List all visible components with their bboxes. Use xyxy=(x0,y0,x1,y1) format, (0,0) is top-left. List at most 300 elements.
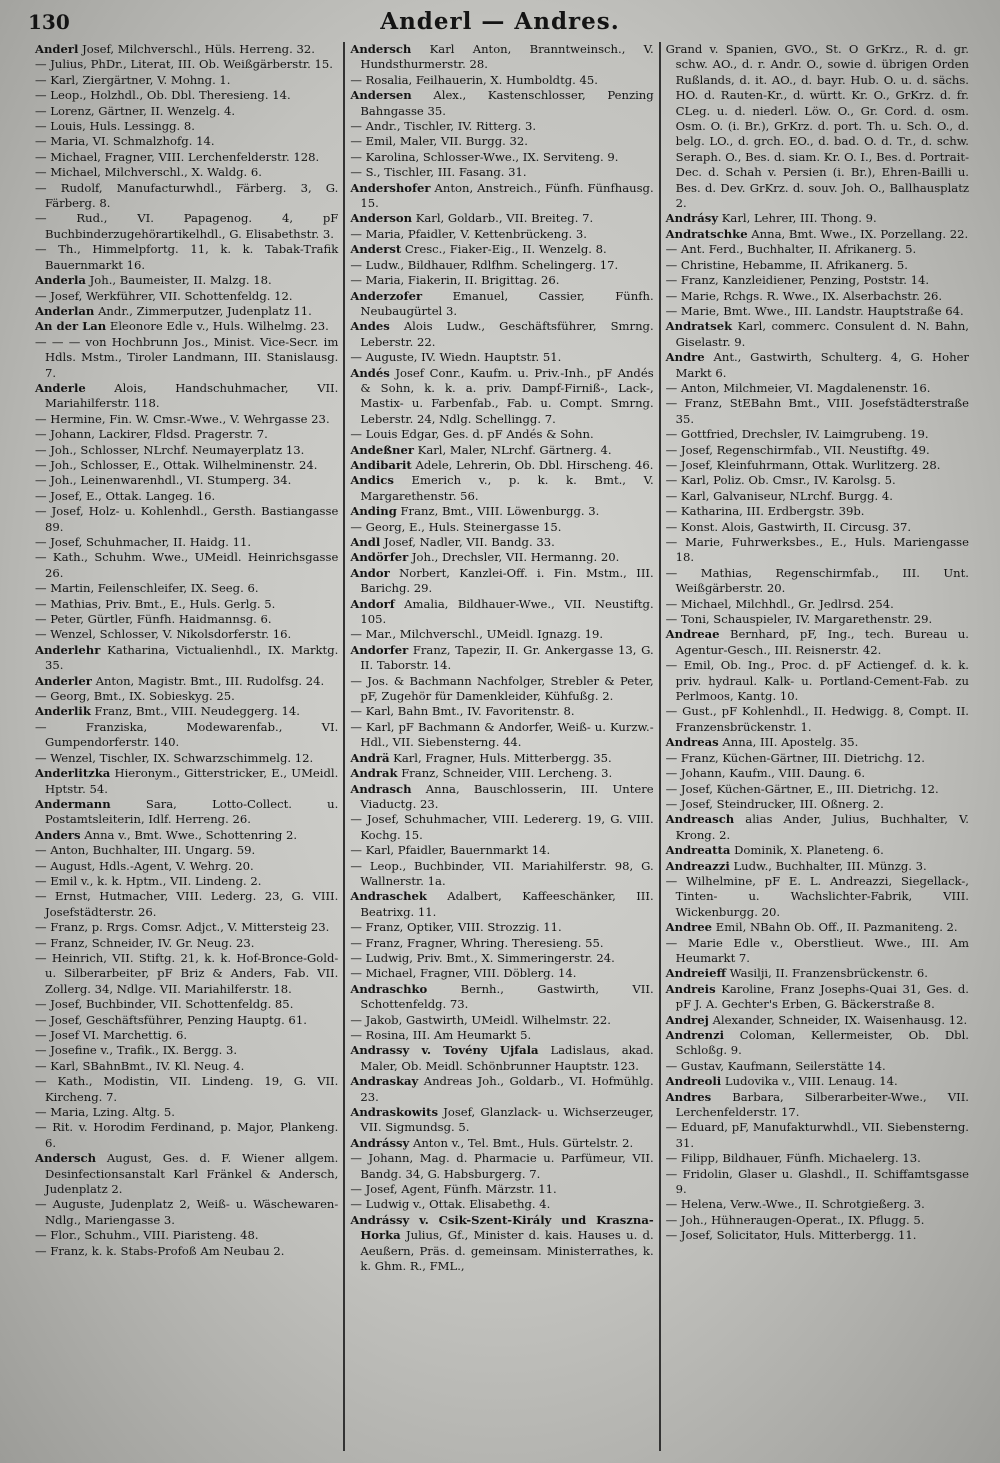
directory-entry xyxy=(666,458,969,473)
directory-entry xyxy=(666,427,969,442)
entry-text: — Konst. Alois, Gastwirth, II. Circusg. 37. xyxy=(665,519,912,534)
entry-text: Karl, Lehrer, III. Thong. 9. xyxy=(721,211,877,226)
entry-surname: Andersen xyxy=(350,88,412,103)
directory-entry xyxy=(666,443,969,458)
entry-text: — Ludwig, Priv. Bmt., X. Simmeringerstr. 24. xyxy=(350,950,615,965)
entry-text: Franz, Schneider, VIII. Lercheng. 3. xyxy=(401,766,613,781)
entry-text: Adele, Lehrerin, Ob. Dbl. Hirscheng. 46. xyxy=(415,457,654,472)
entry-text: Josef Conr., Kaufm. u. Priv.-Inh., pF Andés & Sohn, k. k. a. priv. Dampf-Firniß-, Lack-, Mastix- u. Farbenfab., Fab. u. Compt. Smrng. Leberstr. 24, Ndlg. Schellingg. 7. xyxy=(360,365,654,426)
entry-text: Emanuel, Cassier, Fünfh. Neubaugürtel 3. xyxy=(360,288,654,318)
entry-surname: Andrä xyxy=(350,750,390,765)
directory-entry xyxy=(35,381,338,412)
entry-text: — Franz, Kanzleidiener, Penzing, Poststr. 14. xyxy=(665,273,930,288)
directory-entry xyxy=(350,674,653,705)
directory-entry xyxy=(35,581,338,596)
entry-text: Barbara, Silberarbeiter-Wwe., VII. Lerchenfelderstr. 17. xyxy=(675,1089,969,1120)
entry-surname: Andibarit xyxy=(350,457,412,472)
directory-entry xyxy=(35,1043,338,1058)
entry-text: Andr., Zimmerputzer, Judenplatz 11. xyxy=(98,303,312,318)
entry-surname: Andratschke xyxy=(665,226,748,241)
directory-entry xyxy=(350,1074,653,1105)
directory-entry xyxy=(666,843,969,858)
entry-text: Katharina, Victualienhdl., IX. Marktg. 35. xyxy=(45,642,339,673)
entry-text: alias Ander, Julius, Buchhalter, V. Krong. 2. xyxy=(675,812,969,842)
entry-text: — Emil, Ob. Ing., Proc. d. pF Actiengef. d. k. k. priv. hydraul. Kalk- u. Portland-Cement-Fab. zu Perlmoos, Kantg. 10. xyxy=(665,658,969,704)
entry-text: Josef, Milchverschl., Hüls. Herreng. 32. xyxy=(82,42,315,56)
directory-entry xyxy=(35,134,338,149)
directory-entry xyxy=(666,211,969,226)
entry-text: — Kath., Modistin, VII. Lindeng. 19, G. VII. Kircheng. 7. xyxy=(35,1074,339,1104)
entry-text: Bernhard, pF, Ing., tech. Bureau u. Agentur-Gesch., III. Reisnerstr. 42. xyxy=(675,627,969,657)
entry-text: — Marie, Bmt. Wwe., III. Landstr. Hauptstraße 64. xyxy=(665,303,964,318)
entry-text: — Louis Edgar, Ges. d. pF Andés & Sohn. xyxy=(350,427,594,442)
entry-text: — Karl, Ziergärtner, V. Mohng. 1. xyxy=(35,72,231,87)
entry-text: — Karl, Poliz. Ob. Cmsr., IV. Karolsg. 5. xyxy=(665,473,896,488)
directory-entry xyxy=(666,1213,969,1228)
directory-entry xyxy=(666,812,969,843)
entry-text: — Georg, E., Huls. Steinergasse 15. xyxy=(350,519,562,534)
entry-text: — Auguste, IV. Wiedn. Hauptstr. 51. xyxy=(350,350,562,365)
entry-text: — Josef, Buchbinder, VII. Schottenfeldg. 85. xyxy=(35,997,294,1012)
entry-surname: Andörfer xyxy=(350,550,409,565)
entry-text: — Ludw., Bildhauer, Rdlfhm. Schelingerg. 17. xyxy=(350,257,619,272)
entry-text: — Karolina, Schlosser-Wwe., IX. Serviteng. 9. xyxy=(350,149,619,164)
entry-text: — Michael, Fragner, VIII. Lerchenfelderstr. 128. xyxy=(35,149,320,164)
directory-entry xyxy=(666,1074,969,1089)
entry-surname: Andor xyxy=(350,565,390,580)
entry-text: Norbert, Kanzlei-Off. i. Fin. Mstm., III. Barichg. 29. xyxy=(360,565,654,596)
directory-entry xyxy=(666,1013,969,1028)
entry-text: — Josef, Schuhmacher, II. Haidg. 11. xyxy=(35,535,252,549)
directory-entry xyxy=(350,181,653,212)
directory-entry xyxy=(350,843,653,858)
directory-entry xyxy=(350,473,653,504)
entry-text: Franz, Bmt., VIII. Löwenburgg. 3. xyxy=(400,504,600,519)
directory-entry xyxy=(35,119,338,134)
entry-text: Alex., Kastenschlosser, Penzing Bahngasse 35. xyxy=(360,88,654,118)
entry-text: — Gust., pF Kohlenhdl., II. Hedwigg. 8, Compt. II. Franzensbrückenstr. 1. xyxy=(665,704,969,734)
directory-entry xyxy=(35,612,338,627)
entry-text: Hieronym., Gitterstricker, E., UMeidl. Hptstr. 54. xyxy=(45,766,339,796)
directory-entry xyxy=(350,751,653,766)
entry-surname: Andrej xyxy=(665,1012,709,1027)
directory-entry xyxy=(350,1028,653,1043)
entry-text: — Ernst, Hutmacher, VIII. Lederg. 23, G. VIII. Josefstädterstr. 26. xyxy=(35,889,339,919)
entry-text: — Michael, Fragner, VIII. Döblerg. 14. xyxy=(350,966,577,981)
directory-entry xyxy=(35,104,338,119)
directory-entry xyxy=(35,1074,338,1105)
directory-entry xyxy=(350,273,653,288)
directory-entry xyxy=(666,597,969,612)
directory-entry xyxy=(666,319,969,350)
entry-surname: Andés xyxy=(350,365,390,380)
entry-text: — Maria, VI. Schmalzhofg. 14. xyxy=(35,134,215,149)
entry-text: — Joh., Schlosser, E., Ottak. Wilhelminenstr. 24. xyxy=(35,457,318,472)
entry-text: Anton v., Tel. Bmt., Huls. Gürtelstr. 2. xyxy=(412,1135,634,1150)
directory-entry xyxy=(350,427,653,442)
directory-entry xyxy=(666,1228,969,1243)
directory-entry xyxy=(350,211,653,226)
entry-text: — Josefine v., Trafik., IX. Bergg. 3. xyxy=(35,1043,238,1058)
directory-entry xyxy=(35,427,338,442)
directory-entry xyxy=(666,258,969,273)
entry-text: — Gustav, Kaufmann, Seilerstätte 14. xyxy=(665,1058,886,1073)
entry-surname: Andree xyxy=(665,920,713,935)
entry-text: — Franziska, Modewarenfab., VI. Gumpendorferstr. 140. xyxy=(35,719,339,750)
directory-entry xyxy=(666,612,969,627)
entry-text: — Hermine, Fin. W. Cmsr.-Wwe., V. Wehrgasse 23. xyxy=(35,411,330,426)
directory-entry xyxy=(35,181,338,212)
directory-entry xyxy=(666,489,969,504)
directory-entry xyxy=(666,473,969,488)
entry-text: — Marie, Fuhrwerksbes., E., Huls. Mariengasse 18. xyxy=(665,535,969,565)
directory-entry xyxy=(666,859,969,874)
directory-entry xyxy=(666,936,969,967)
entry-surname: Anderson xyxy=(350,211,413,226)
entry-text: — Rosalia, Feilhauerin, X. Humboldtg. 45. xyxy=(350,72,598,87)
entry-text: — Rudolf, Manufacturwhdl., Färberg. 3, G. Färberg. 8. xyxy=(35,180,339,211)
entry-text: Ludovika v., VIII. Lenaug. 14. xyxy=(724,1074,898,1089)
entry-surname: Andraschko xyxy=(350,981,428,996)
directory-entry xyxy=(350,227,653,242)
entry-text: Emil, NBahn Ob. Off., II. Pazmaniteng. 2. xyxy=(715,920,958,935)
entry-text: Anna, Bauschlosserin, III. Untere Viaductg. 23. xyxy=(360,781,654,811)
directory-entry xyxy=(35,874,338,889)
entry-surname: Andershofer xyxy=(350,180,431,195)
directory-entry xyxy=(35,1151,338,1197)
directory-entry xyxy=(350,42,653,73)
directory-entry xyxy=(35,73,338,88)
entry-surname: Anderl xyxy=(35,42,79,56)
directory-entry xyxy=(35,489,338,504)
entry-surname: Andreasch xyxy=(665,812,735,827)
directory-entry xyxy=(666,1151,969,1166)
directory-entry xyxy=(666,1167,969,1198)
entry-text: — Josef, Schuhmacher, VIII. Ledererg. 19, G. VIII. Kochg. 15. xyxy=(350,812,654,842)
directory-entry xyxy=(35,674,338,689)
directory-entry xyxy=(350,319,653,350)
directory-entry xyxy=(35,720,338,751)
entry-text: — Josef, Regenschirmfab., VII. Neustiftg. 49. xyxy=(665,442,930,457)
entry-text: Alois Ludw., Geschäftsführer, Smrng. Leberstr. 22. xyxy=(360,319,654,349)
page-header xyxy=(28,8,972,38)
entry-surname: Anderlehr xyxy=(35,642,101,657)
entry-text: — Wilhelmine, pF E. L. Andreazzi, Siegellack-, Tinten- u. Wachslichter-Fabrik, VIII. Wickenburgg. 20. xyxy=(665,873,969,919)
entry-surname: Andorf xyxy=(350,596,395,611)
directory-entry xyxy=(666,920,969,935)
entry-text: Anton, Magistr. Bmt., III. Rudolfsg. 24. xyxy=(95,673,325,688)
columns xyxy=(30,42,974,1451)
directory-entry xyxy=(350,859,653,890)
directory-entry xyxy=(35,42,338,57)
directory-entry xyxy=(350,258,653,273)
directory-entry xyxy=(35,535,338,550)
entry-text: Karl Anton, Branntweinsch., V. Hundsthurmerstr. 28. xyxy=(360,42,654,72)
entry-text: — Peter, Gürtler, Fünfh. Haidmannsg. 6. xyxy=(35,612,272,627)
directory-entry xyxy=(350,1105,653,1136)
entry-text: — Johann, Mag. d. Pharmacie u. Parfümeur, VII. Bandg. 34, G. Habsburgerg. 7. xyxy=(350,1151,654,1181)
entry-surname: Andraskay xyxy=(350,1074,419,1089)
entry-text: — Georg, Bmt., IX. Sobieskyg. 25. xyxy=(35,689,235,704)
directory-entry xyxy=(35,751,338,766)
entry-surname: Andeßner xyxy=(350,442,414,457)
directory-entry xyxy=(350,520,653,535)
entry-text: — Emil, Maler, VII. Burgg. 32. xyxy=(350,134,528,149)
entry-text: — Kath., Schuhm. Wwe., UMeidl. Heinrichsgasse 26. xyxy=(35,550,339,580)
entry-text: — Rit. v. Horodim Ferdinand, p. Major, Plankeng. 6. xyxy=(35,1120,339,1150)
directory-entry xyxy=(350,458,653,473)
directory-entry xyxy=(35,1013,338,1028)
entry-text: Eleonore Edle v., Huls. Wilhelmg. 23. xyxy=(109,319,329,334)
directory-entry xyxy=(35,627,338,642)
directory-entry xyxy=(350,720,653,751)
entry-text: — Jos. & Bachmann Nachfolger, Strebler & Peter, pF, Zugehör für Damenkleider, Kühfußg. 2. xyxy=(350,673,654,704)
entry-surname: An der Lan xyxy=(35,319,107,334)
entry-text: — Ludwig v., Ottak. Elisabethg. 4. xyxy=(350,1197,551,1212)
entry-surname: Andrak xyxy=(350,766,398,781)
directory-entry xyxy=(350,504,653,519)
directory-entry xyxy=(666,782,969,797)
directory-entry xyxy=(35,704,338,719)
entry-text: Franz, Tapezir, II. Gr. Ankergasse 13, G. II. Taborstr. 14. xyxy=(360,642,654,673)
entry-surname: Andreoli xyxy=(665,1074,722,1089)
entry-text: Alexander, Schneider, IX. Waisenhausg. 12. xyxy=(712,1012,968,1027)
directory-entry xyxy=(350,73,653,88)
entry-text: — Franz, Optiker, VIII. Strozzig. 11. xyxy=(350,920,562,935)
entry-text: Anna, Bmt. Wwe., IX. Porzellang. 22. xyxy=(751,226,969,241)
column-left xyxy=(30,42,343,1451)
entry-text: — Josef, Küchen-Gärtner, E., III. Dietrichg. 12. xyxy=(665,781,939,796)
entry-surname: Andres xyxy=(665,1089,712,1104)
entry-text: — Josef, Agent, Fünfh. Märzstr. 11. xyxy=(350,1182,557,1197)
directory-entry xyxy=(350,289,653,320)
directory-entry xyxy=(35,504,338,535)
directory-entry xyxy=(35,859,338,874)
entry-text: — Th., Himmelpfortg. 11, k. k. Tabak-Trafik Bauernmarkt 16. xyxy=(35,242,339,272)
directory-entry xyxy=(35,997,338,1012)
entry-text: — Josef, Kleinfuhrmann, Ottak. Wurlitzerg. 28. xyxy=(665,457,941,472)
entry-text: — Eduard, pF, Manufakturwhdl., VII. Siebensterng. 31. xyxy=(665,1120,969,1150)
directory-entry xyxy=(35,1028,338,1043)
entry-text: Coloman, Kellermeister, Ob. Dbl. Schloßg. 9. xyxy=(675,1028,969,1058)
directory-entry xyxy=(666,535,969,566)
entry-text: — Anton, Milchmeier, VI. Magdalenenstr. 16. xyxy=(665,380,931,395)
entry-text: — Fridolin, Glaser u. Glashdl., II. Schiffamtsgasse 9. xyxy=(665,1166,969,1197)
entry-text: — Franz, Küchen-Gärtner, III. Dietrichg. 12. xyxy=(665,750,925,765)
directory-entry xyxy=(35,951,338,997)
directory-entry xyxy=(35,304,338,319)
directory-entry xyxy=(35,412,338,427)
entry-text: — Maria, Lzing. Altg. 5. xyxy=(35,1105,175,1120)
entry-text: — Josef, Holz- u. Kohlenhdl., Gersth. Bastiangasse 89. xyxy=(35,504,339,534)
directory-entry xyxy=(350,1043,653,1074)
entry-text: — Johann, Lackirer, Fldsd. Pragerstr. 7. xyxy=(35,427,268,442)
entry-surname: Andrássy v. Csik-Szent-Király und Krasznа-Horka xyxy=(350,1212,654,1243)
directory-entry xyxy=(35,1244,338,1259)
directory-entry xyxy=(35,797,338,828)
directory-entry xyxy=(350,566,653,597)
directory-entry xyxy=(350,350,653,365)
entry-surname: Andreae xyxy=(665,627,720,642)
entry-surname: Andreis xyxy=(665,981,716,996)
entry-text: — Emil v., k. k. Hptm., VII. Lindeng. 2. xyxy=(35,873,262,888)
entry-text: — Johann, Kaufm., VIII. Daung. 6. xyxy=(665,766,866,781)
directory-entry xyxy=(666,42,969,211)
directory-entry xyxy=(666,1028,969,1059)
directory-entry xyxy=(35,88,338,103)
entry-text: — Wenzel, Schlosser, V. Nikolsdorferstr. 16. xyxy=(35,627,292,642)
directory-entry xyxy=(666,1120,969,1151)
directory-entry xyxy=(666,504,969,519)
entry-text: Dominik, X. Planeteng. 6. xyxy=(734,843,884,858)
directory-entry xyxy=(35,1120,338,1151)
entry-surname: Anderst xyxy=(350,242,402,257)
entry-surname: Anding xyxy=(350,504,397,519)
entry-text: Karl, Goldarb., VII. Breiteg. 7. xyxy=(415,211,594,226)
directory-entry xyxy=(666,304,969,319)
entry-text: — Franz, p. Rrgs. Comsr. Adjct., V. Mittersteig 23. xyxy=(35,920,330,935)
entry-text: — Josef VI. Marchettig. 6. xyxy=(35,1028,188,1042)
entry-surname: Andl xyxy=(350,535,381,549)
entry-text: — Mathias, Priv. Bmt., E., Huls. Gerlg. 5. xyxy=(35,596,276,611)
directory-entry xyxy=(35,889,338,920)
entry-text: Ant., Gastwirth, Schulterg. 4, G. Hoher Markt 6. xyxy=(675,350,969,380)
entry-text: — August, Hdls.-Agent, V. Wehrg. 20. xyxy=(35,858,254,873)
directory-entry xyxy=(35,766,338,797)
directory-entry xyxy=(35,289,338,304)
directory-entry xyxy=(35,1228,338,1243)
entry-surname: Andreas xyxy=(665,735,719,750)
entry-surname: Andreatta xyxy=(665,843,731,858)
entry-text: — Toni, Schauspieler, IV. Margarethenstr. 29. xyxy=(665,612,933,627)
entry-text: — Josef, Geschäftsführer, Penzing Hauptg. 61. xyxy=(35,1012,307,1027)
entry-text: Anna v., Bmt. Wwe., Schottenring 2. xyxy=(84,827,298,842)
directory-entry xyxy=(666,520,969,535)
entry-text: — Gottfried, Drechsler, IV. Laimgrubeng. 19. xyxy=(665,427,929,442)
entry-text: — Karl, Bahn Bmt., IV. Favoritenstr. 8. xyxy=(350,704,575,719)
entry-surname: Andrassy v. Tovény Ujfala xyxy=(350,1043,539,1058)
entry-text: — Karl, Galvaniseur, NLrchf. Burgg. 4. xyxy=(665,488,893,503)
entry-surname: Andorfer xyxy=(350,642,409,657)
entry-text: — Leop., Buchbinder, VII. Mariahilferstr. 98, G. Wallnerstr. 1a. xyxy=(350,858,654,888)
entry-surname: Andraschek xyxy=(350,889,427,904)
directory-entry xyxy=(350,920,653,935)
entry-text: Emerich v., p. k. k. Bmt., V. Margarethenstr. 56. xyxy=(360,473,654,503)
entry-surname: Andes xyxy=(350,319,390,334)
directory-entry xyxy=(666,982,969,1013)
entry-surname: Anderle xyxy=(35,380,86,395)
directory-entry xyxy=(350,242,653,257)
entry-surname: Anderlik xyxy=(35,704,91,719)
entry-text: — Josef, E., Ottak. Langeg. 16. xyxy=(35,488,216,503)
directory-entry xyxy=(35,936,338,951)
directory-entry xyxy=(666,966,969,981)
entry-surname: Andrenzi xyxy=(665,1028,725,1042)
directory-entry xyxy=(666,350,969,381)
directory-entry xyxy=(666,704,969,735)
entry-surname: Andrásy xyxy=(665,211,719,226)
column-right xyxy=(659,42,974,1451)
entry-text: Alois, Handschuhmacher, VII. Mariahilferstr. 118. xyxy=(45,380,339,411)
entry-text: Andreas Joh., Goldarb., VI. Hofmühlg. 23. xyxy=(360,1074,654,1104)
directory-entry xyxy=(666,273,969,288)
directory-entry xyxy=(350,1197,653,1212)
entry-text: — Auguste, Judenplatz 2, Weiß- u. Wäschewaren-Ndlg., Mariengasse 3. xyxy=(35,1197,339,1227)
directory-entry xyxy=(35,165,338,180)
directory-entry xyxy=(350,1213,653,1275)
directory-entry xyxy=(666,566,969,597)
directory-entry xyxy=(35,843,338,858)
directory-entry xyxy=(350,889,653,920)
directory-entry xyxy=(35,597,338,612)
directory-entry xyxy=(350,366,653,428)
directory-entry xyxy=(350,134,653,149)
directory-entry xyxy=(35,335,338,381)
entry-text: Sara, Lotto-Collect. u. Postamtsleiterin, Idlf. Herreng. 26. xyxy=(45,796,339,827)
entry-text: — — — von Hochbrunn Jos., Minist. Vice-Secr. im Hdls. Mstm., Tiroler Landmann, III. Stanislausg. 7. xyxy=(35,334,339,380)
directory-entry xyxy=(350,704,653,719)
directory-entry xyxy=(350,597,653,628)
entry-surname: Andersch xyxy=(350,42,412,56)
entry-surname: Andrasch xyxy=(350,781,412,796)
entry-text: Julius, Gf., Minister d. kais. Hauses u. d. Aeußern, Präs. d. gemeinsam. Ministerrathes, k. k. Ghm. R., FML., xyxy=(360,1228,654,1274)
entry-text: — Josef, Steindrucker, III. Oßnerg. 2. xyxy=(665,796,884,811)
directory-entry xyxy=(666,381,969,396)
directory-entry xyxy=(350,535,653,550)
entry-text: — Josef, Werkführer, VII. Schottenfeldg. 12. xyxy=(35,288,293,303)
entry-text: — Karl, pF Bachmann & Andorfer, Weiß- u. Kurzw.-Hdl., VII. Siebensterng. 44. xyxy=(350,719,654,750)
entry-text: — Mathias, Regenschirmfab., III. Unt. Weißgärberstr. 20. xyxy=(665,565,969,596)
entry-text: Josef, Glanzlack- u. Wichserzeuger, VII. Sigmundsg. 5. xyxy=(360,1105,654,1135)
entry-text: — Wenzel, Tischler, IX. Schwarzschimmelg. 12. xyxy=(35,750,314,765)
entry-surname: Andersch xyxy=(35,1151,97,1166)
directory-entry xyxy=(666,735,969,750)
directory-entry xyxy=(35,242,338,273)
entry-text: — Rosina, III. Am Heumarkt 5. xyxy=(350,1028,532,1042)
entry-surname: Anderla xyxy=(35,273,86,288)
directory-entry xyxy=(666,1059,969,1074)
directory-entry xyxy=(350,150,653,165)
entry-surname: Andrássy xyxy=(350,1135,410,1150)
directory-entry xyxy=(35,458,338,473)
entry-text: Franz, Bmt., VIII. Neudeggerg. 14. xyxy=(94,704,300,719)
directory-entry xyxy=(35,643,338,674)
directory-entry xyxy=(35,211,338,242)
entry-text: Anton, Anstreich., Fünfh. Fünfhausg. 15. xyxy=(360,180,654,211)
directory-entry xyxy=(350,782,653,813)
directory-entry xyxy=(666,1197,969,1212)
entry-text: — Filipp, Bildhauer, Fünfh. Michaelerg. 13. xyxy=(665,1151,921,1166)
directory-entry xyxy=(350,966,653,981)
entry-text: — Maria, Pfaidler, V. Kettenbrückeng. 3. xyxy=(350,226,587,241)
entry-text: Bernh., Gastwirth, VII. Schottenfeldg. 73. xyxy=(360,981,654,1012)
directory-entry xyxy=(666,242,969,257)
entry-surname: Anderler xyxy=(35,673,92,688)
entry-text: — Christine, Hebamme, II. Afrikanerg. 5. xyxy=(665,257,908,272)
entry-text: Karl, Maler, NLrchf. Gärtnerg. 4. xyxy=(417,442,612,457)
directory-entry xyxy=(35,57,338,72)
directory-entry xyxy=(35,828,338,843)
entry-text: — Karl, Pfaidler, Bauernmarkt 14. xyxy=(350,843,551,858)
entry-text: — Mar., Milchverschl., UMeidl. Ignazg. 19. xyxy=(350,627,604,642)
directory-entry xyxy=(350,1182,653,1197)
entry-surname: Andreazzi xyxy=(665,858,730,873)
entry-text: Josef, Nadler, VII. Bandg. 33. xyxy=(383,535,555,549)
entry-text: — Ant. Ferd., Buchhalter, II. Afrikanerg. 5. xyxy=(665,242,917,257)
entry-text: — Marie Edle v., Oberstlieut. Wwe., III. Am Heumarkt 7. xyxy=(665,935,969,965)
directory-entry xyxy=(350,119,653,134)
directory-entry xyxy=(666,289,969,304)
